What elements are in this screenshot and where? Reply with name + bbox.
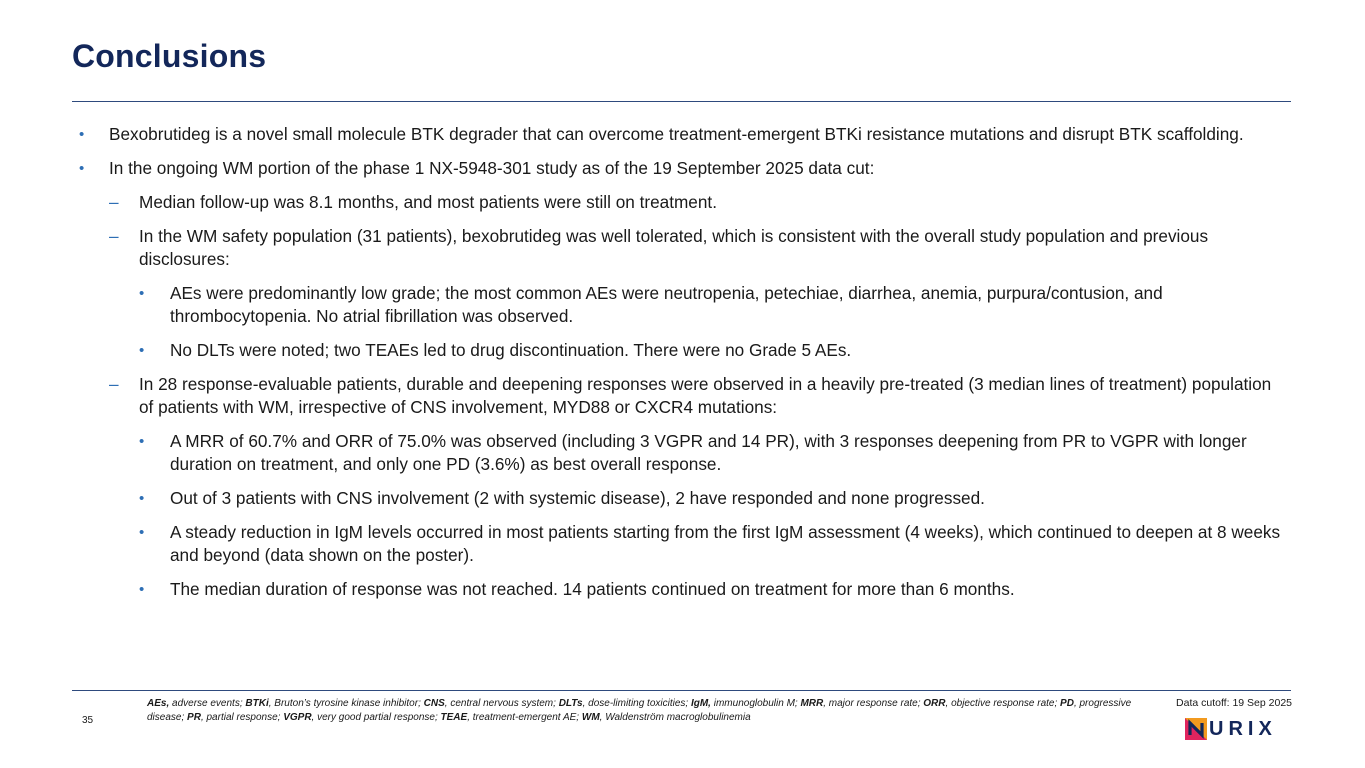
bullet-marker: • (139, 524, 145, 541)
bullet-text: Bexobrutideg is a novel small molecule BTK degrader that can overcome treatment-emergent BTKi resistance mutations and disrupt BTK scaffolding. (109, 124, 1244, 144)
bullet-text: AEs were predominantly low grade; the most common AEs were neutropenia, petechiae, diarrhea, anemia, purpura/contusion, and thrombocytopenia. No atrial fibrillation was observed. (170, 283, 1163, 326)
bullet-marker: • (139, 490, 145, 507)
bullet-level-2 (72, 373, 1287, 419)
bullet-level-3 (72, 487, 1287, 510)
abbreviation: AEs, (147, 698, 170, 709)
abbreviation-definition: , treatment-emergent AE; (467, 712, 582, 723)
abbreviation: IgM, (690, 698, 711, 709)
abbreviation-definition: , objective response rate; (945, 698, 1061, 709)
bullet-marker: • (139, 285, 145, 302)
bullet-level-2 (72, 191, 1287, 214)
abbreviation: PD (1060, 698, 1074, 709)
abbreviation: DLTs (558, 698, 583, 709)
bullet-marker: • (79, 160, 85, 177)
abbreviation: TEAE (440, 712, 468, 723)
data-cutoff-label: Data cutoff: 19 Sep 2025 (1176, 697, 1292, 709)
bullet-level-3 (72, 430, 1287, 476)
bullet-text: A MRR of 60.7% and ORR of 75.0% was observed (including 3 VGPR and 14 PR), with 3 responses deepening from PR to VGPR with longer duration on treatment, and only one PD (3.6%) as best overall response. (170, 431, 1247, 474)
bullet-text: In the WM safety population (31 patients), bexobrutideg was well tolerated, which is consistent with the overall study population and previous disclosures: (139, 226, 1209, 269)
abbreviation: BTKi (245, 698, 269, 709)
abbreviation: MRR (800, 698, 824, 709)
abbreviation-definition: immunoglobulin M; (710, 698, 801, 709)
abbreviation-definition: , Waldenström macroglobulinemia (599, 712, 751, 723)
bullet-marker: • (139, 433, 145, 450)
abbreviation-definition: adverse events; (169, 698, 246, 709)
page-number: 35 (82, 715, 94, 726)
abbreviation: PR (187, 712, 201, 723)
footer-divider (72, 690, 1291, 691)
bullet-level-3 (72, 578, 1287, 601)
nurix-logo (1185, 716, 1277, 742)
abbreviations-footnote (147, 697, 1132, 725)
abbreviation-definition: , dose-limiting toxicities; (582, 698, 691, 709)
abbreviation-definition: , major response rate; (823, 698, 924, 709)
slide-title: Conclusions (72, 38, 267, 74)
abbreviation: CNS (423, 698, 445, 709)
dash-marker: – (109, 192, 119, 212)
abbreviation-definition: , Bruton’s tyrosine kinase inhibitor; (268, 698, 424, 709)
bullet-level-3 (72, 521, 1287, 567)
abbreviation-definition: , partial response; (200, 712, 284, 723)
bullet-level-1 (72, 157, 1287, 180)
bullet-text: Out of 3 patients with CNS involvement (2 with systemic disease), 2 have responded and none progressed. (170, 488, 985, 508)
bullet-text: In the ongoing WM portion of the phase 1 NX-5948-301 study as of the 19 September 2025 data cut: (109, 158, 875, 178)
bullet-level-3 (72, 282, 1287, 328)
bullet-marker: • (139, 581, 145, 598)
abbreviation-definition: , central nervous system; (444, 698, 559, 709)
bullet-level-3 (72, 339, 1287, 362)
logo-wordmark: URIX (1209, 717, 1277, 740)
bullet-text: The median duration of response was not reached. 14 patients continued on treatment for more than 6 months. (170, 579, 1015, 599)
bullet-marker: • (79, 126, 85, 143)
nurix-n-mark-icon (1185, 718, 1207, 740)
bullet-text: In 28 response-evaluable patients, durable and deepening responses were observed in a heavily pre-treated (3 median lines of treatment) population of patients with WM, irrespective of CNS involvement, MYD88 or CXCR4 mutations: (139, 374, 1272, 417)
dash-marker: – (109, 374, 119, 394)
abbreviation: ORR (923, 698, 946, 709)
bullet-level-2 (72, 225, 1287, 271)
abbreviation: WM (581, 712, 600, 723)
bullet-level-1 (72, 123, 1287, 146)
bullet-text: A steady reduction in IgM levels occurred in most patients starting from the first IgM assessment (4 weeks), which continued to deepen at 8 weeks and beyond (data shown on the poster). (170, 522, 1281, 565)
bullet-list (72, 123, 1287, 612)
bullet-text: No DLTs were noted; two TEAEs led to drug discontinuation. There were no Grade 5 AEs. (170, 340, 852, 360)
dash-marker: – (109, 226, 119, 246)
abbreviation-definition: , very good partial response; (311, 712, 441, 723)
bullet-marker: • (139, 342, 145, 359)
abbreviation: VGPR (283, 712, 312, 723)
bullet-text: Median follow-up was 8.1 months, and most patients were still on treatment. (139, 192, 717, 212)
title-divider (72, 101, 1291, 102)
abbreviation-definition: , progressive disease; (147, 698, 1132, 723)
